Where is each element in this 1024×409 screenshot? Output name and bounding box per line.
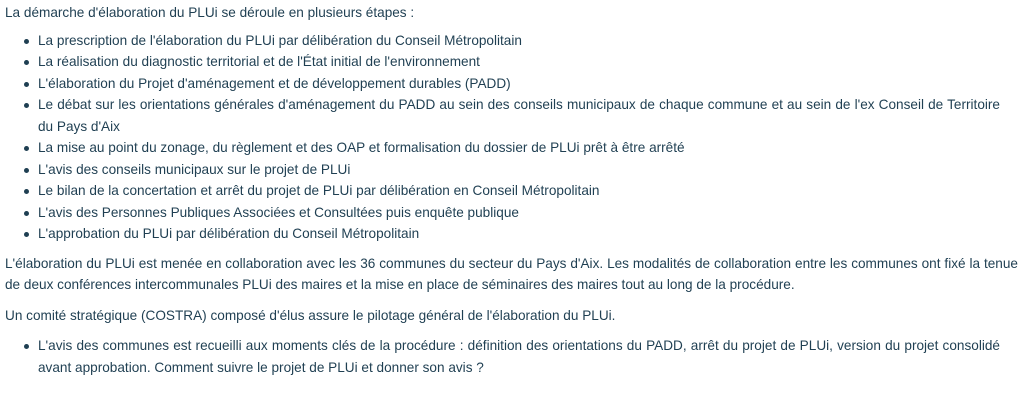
- list-item-text: L'approbation du PLUi par délibération du Conseil Métropolitain: [38, 226, 420, 241]
- collaboration-paragraph: L'élaboration du PLUi est menée en collaboration avec les 36 communes du secteur du Pays d'Aix. Les modalités de collaboration entre les communes ont fixé la tenue de deux conférences intercommunales PLUi des maires et la mise en place de séminaires des maires tout au long de la procédure.: [5, 255, 1018, 292]
- list-item: [5, 159, 1018, 181]
- list-item-text: L'avis des Personnes Publiques Associées et Consultées puis enquête publique: [38, 204, 519, 220]
- bullet-icon: [24, 168, 29, 173]
- list-item: [5, 30, 1018, 52]
- list-item-text: Le bilan de la concertation et arrêt du projet de PLUi par délibération en Conseil Métropolitain: [38, 183, 600, 198]
- list-item: [5, 94, 1018, 137]
- bullet-icon: [24, 189, 29, 194]
- document-content: [5, 0, 1018, 378]
- bullet-icon: [24, 82, 29, 87]
- list-item: [5, 51, 1018, 73]
- list-item: [5, 202, 1018, 224]
- committee-paragraph: Un comité stratégique (COSTRA) composé d'élus assure le pilotage général de l'élaboration du PLUi.: [5, 307, 616, 323]
- list-item-text: L'élaboration du Projet d'aménagement et de développement durables (PADD): [38, 75, 511, 91]
- list-item: [5, 73, 1018, 95]
- list-item-text: La réalisation du diagnostic territorial et de l'État initial de l'environnement: [38, 54, 480, 69]
- list-item: [5, 180, 1018, 202]
- bullet-icon: [24, 232, 29, 237]
- list-item: [5, 335, 1018, 378]
- list-item-text: Le débat sur les orientations générales d'aménagement du PADD au sein des conseils municipaux de chaque commune et au sein de l'ex Conseil de Territoire du Pays d'Aix: [38, 97, 1000, 134]
- list-item: [5, 137, 1018, 159]
- bullet-icon: [24, 211, 29, 216]
- bullet-icon: [24, 103, 29, 108]
- list-item: [5, 223, 1018, 245]
- bullet-icon: [24, 344, 29, 349]
- consultation-list: [5, 335, 1018, 378]
- list-item-text: La prescription de l'élaboration du PLUi par délibération du Conseil Métropolitain: [38, 32, 522, 48]
- list-item-text: L'avis des communes est recueilli aux moments clés de la procédure : définition des orientations du PADD, arrêt du projet de PLUi, version du projet consolidé avant approbation. Comment suivre le projet de PLUi et donner son avis ?: [38, 338, 1000, 375]
- intro-text: La démarche d'élaboration du PLUi se déroule en plusieurs étapes :: [5, 5, 415, 20]
- steps-list: [5, 30, 1018, 245]
- list-item-text: L'avis des conseils municipaux sur le projet de PLUi: [38, 161, 351, 177]
- bullet-icon: [24, 39, 29, 44]
- list-item-text: La mise au point du zonage, du règlement et des OAP et formalisation du dossier de PLUi prêt à être arrêté: [38, 140, 685, 155]
- bullet-icon: [24, 60, 29, 65]
- bullet-icon: [24, 146, 29, 151]
